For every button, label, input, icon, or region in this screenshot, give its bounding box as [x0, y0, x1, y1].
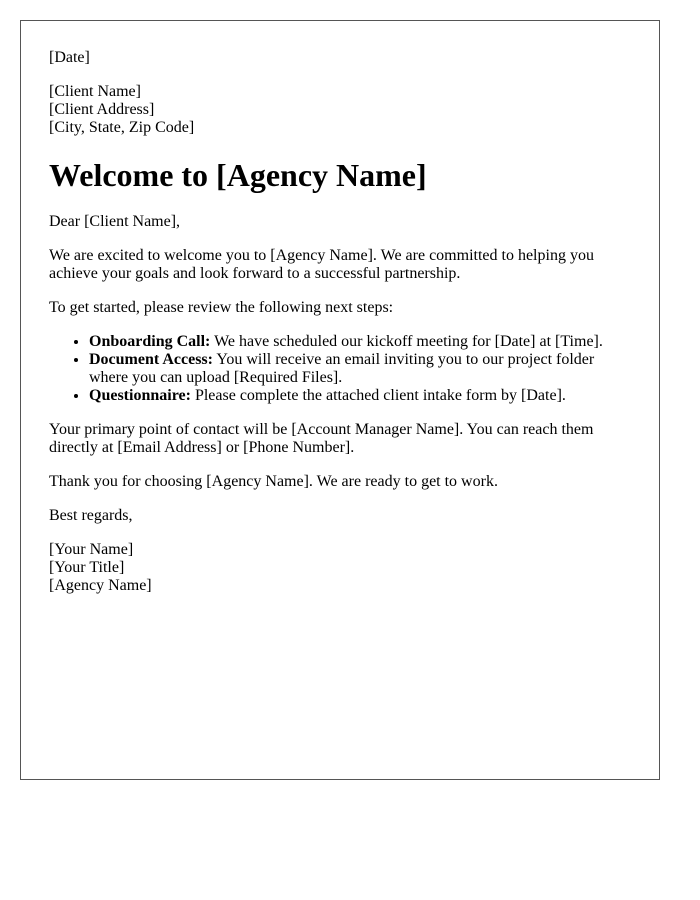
step-label: Onboarding Call: [89, 333, 211, 350]
letter-page [20, 20, 660, 780]
step-label: Questionnaire: [89, 387, 191, 404]
client-street: [Client Address] [49, 101, 155, 118]
steps-intro: To get started, please review the following next steps: [49, 299, 394, 316]
letter-date: [Date] [49, 49, 90, 66]
client-name: [Client Name] [49, 83, 141, 100]
signer-name: [Your Name] [49, 541, 134, 558]
contact-paragraph: Your primary point of contact will be [Account Manager Name]. You can reach them directly at [Email Address] or [Phone Number]. [49, 421, 594, 456]
signer-title: [Your Title] [49, 559, 125, 576]
step-text: We have scheduled our kickoff meeting for [Date] at [Time]. [210, 333, 603, 350]
signer-agency: [Agency Name] [49, 577, 152, 594]
signature-block [49, 541, 631, 595]
next-steps-list [49, 333, 631, 405]
client-city: [City, State, Zip Code] [49, 119, 195, 136]
step-label: Document Access: [89, 351, 213, 368]
intro-paragraph: We are excited to welcome you to [Agency Name]. We are committed to helping you achieve your goals and look forward to a successful partnership. [49, 247, 594, 282]
closing: Best regards, [49, 507, 133, 524]
list-item [89, 387, 631, 405]
list-item [89, 351, 631, 387]
thanks-paragraph: Thank you for choosing [Agency Name]. We are ready to get to work. [49, 473, 498, 490]
client-address-block [49, 83, 631, 137]
salutation: Dear [Client Name], [49, 213, 181, 230]
list-item [89, 333, 631, 351]
step-text: Please complete the attached client intake form by [Date]. [190, 387, 566, 404]
letter-title: Welcome to [Agency Name] [49, 157, 427, 193]
step-text: You will receive an email inviting you to our project folder where you can upload [Required Files]. [89, 351, 595, 386]
